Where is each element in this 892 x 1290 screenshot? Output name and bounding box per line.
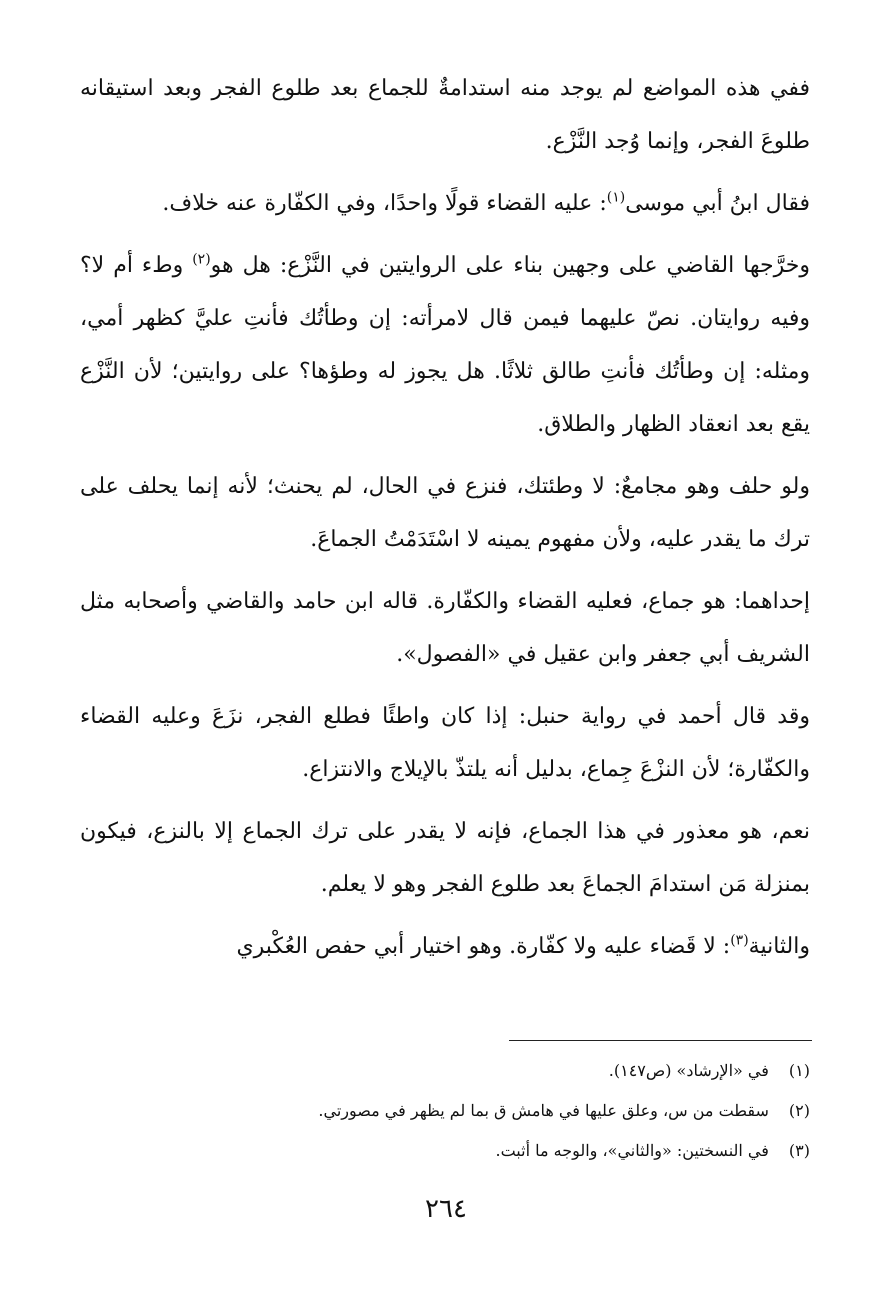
paragraph-text: : عليه القضاء قولًا واحدًا، وفي الكفّارة عنه خلاف. bbox=[162, 191, 607, 216]
page-number: ٢٦٤ bbox=[425, 1194, 467, 1224]
footnote-2 bbox=[80, 1091, 810, 1131]
paragraph-text: إحداهما: هو جماع، فعليه القضاء والكفّارة. قاله ابن حامد والقاضي وأصحابه مثل الشريف أبي جعفر وابن عقيل في «الفصول». bbox=[80, 589, 810, 667]
footnote-number: (٢) bbox=[788, 1101, 810, 1120]
footnote-text: في «الإرشاد» (ص١٤٧). bbox=[608, 1061, 769, 1080]
footnote-separator bbox=[509, 1040, 812, 1041]
paragraph-4 bbox=[80, 460, 810, 566]
paragraph-text: ولو حلف وهو مجامعٌ: لا وطئتك، فنزع في الحال، لم يحنث؛ لأنه إنما يحلف على ترك ما يقدر عليه، ولأن مفهوم يمينه لا اسْتَدَمْتُ الجماعَ. bbox=[80, 474, 810, 552]
footnote-reference-1[interactable]: (١) bbox=[606, 189, 626, 206]
footnote-number: (٣) bbox=[788, 1141, 810, 1160]
paragraph-text: نعم، هو معذور في هذا الجماع، فإنه لا يقدر على ترك الجماع إلا بالنزع، فيكون بمنزلة مَن استدامَ الجماعَ بعد طلوع الفجر وهو لا يعلم. bbox=[80, 819, 810, 897]
footnote-reference-3[interactable]: (٣) bbox=[730, 932, 749, 949]
paragraph-3 bbox=[80, 239, 810, 451]
footnote-text: في النسختين: «والثاني»، والوجه ما أثبت. bbox=[495, 1141, 769, 1160]
footnote-3 bbox=[80, 1131, 810, 1171]
main-text bbox=[80, 62, 810, 982]
footnote-text: سقطت من س، وعلق عليها في هامش ق بما لم يظهر في مصورتي. bbox=[318, 1101, 769, 1120]
paragraph-text: وطء أم لا؟ وفيه روايتان. نصّ عليهما فيمن قال لامرأته: إن وطأتُك فأنتِ عليَّ كظهر أمي، ومثله: إن وطأتُك فأنتِ طالق ثلاثًا. هل يجوز له وطؤها؟ على روايتين؛ لأن النَّزْع يقع بعد انعقاد الظهار والطلاق. bbox=[80, 253, 810, 437]
paragraph-text: والثانية bbox=[748, 934, 810, 959]
paragraph-1 bbox=[80, 62, 810, 168]
footnotes bbox=[80, 1051, 810, 1171]
footnote-number: (١) bbox=[788, 1061, 810, 1080]
paragraph-text: وقد قال أحمد في رواية حنبل: إذا كان واطئًا فطلع الفجر، نزَعَ وعليه القضاء والكفّارة؛ لأن النزْعَ جِماع، بدليل أنه يلتذّ بالإيلاج والانتزاع. bbox=[80, 704, 810, 782]
paragraph-8 bbox=[80, 920, 810, 973]
paragraph-text: ففي هذه المواضع لم يوجد منه استدامةٌ للجماع بعد طلوع الفجر وبعد استيقانه طلوعَ الفجر، وإنما وُجد النَّزْع. bbox=[80, 76, 810, 154]
paragraph-6 bbox=[80, 690, 810, 796]
paragraph-text: : لا قَضاء عليه ولا كفّارة. وهو اختيار أبي حفص العُكْبري bbox=[236, 934, 731, 959]
footnote-reference-2[interactable]: (٢) bbox=[192, 251, 211, 268]
footnote-1 bbox=[80, 1051, 810, 1091]
paragraph-text: فقال ابنُ أبي موسى bbox=[625, 191, 810, 216]
paragraph-5 bbox=[80, 575, 810, 681]
paragraph-text: وخرَّجها القاضي على وجهين بناء على الروايتين في النَّزْع: هل هو bbox=[210, 253, 810, 278]
paragraph-2 bbox=[80, 177, 810, 230]
paragraph-7 bbox=[80, 805, 810, 911]
